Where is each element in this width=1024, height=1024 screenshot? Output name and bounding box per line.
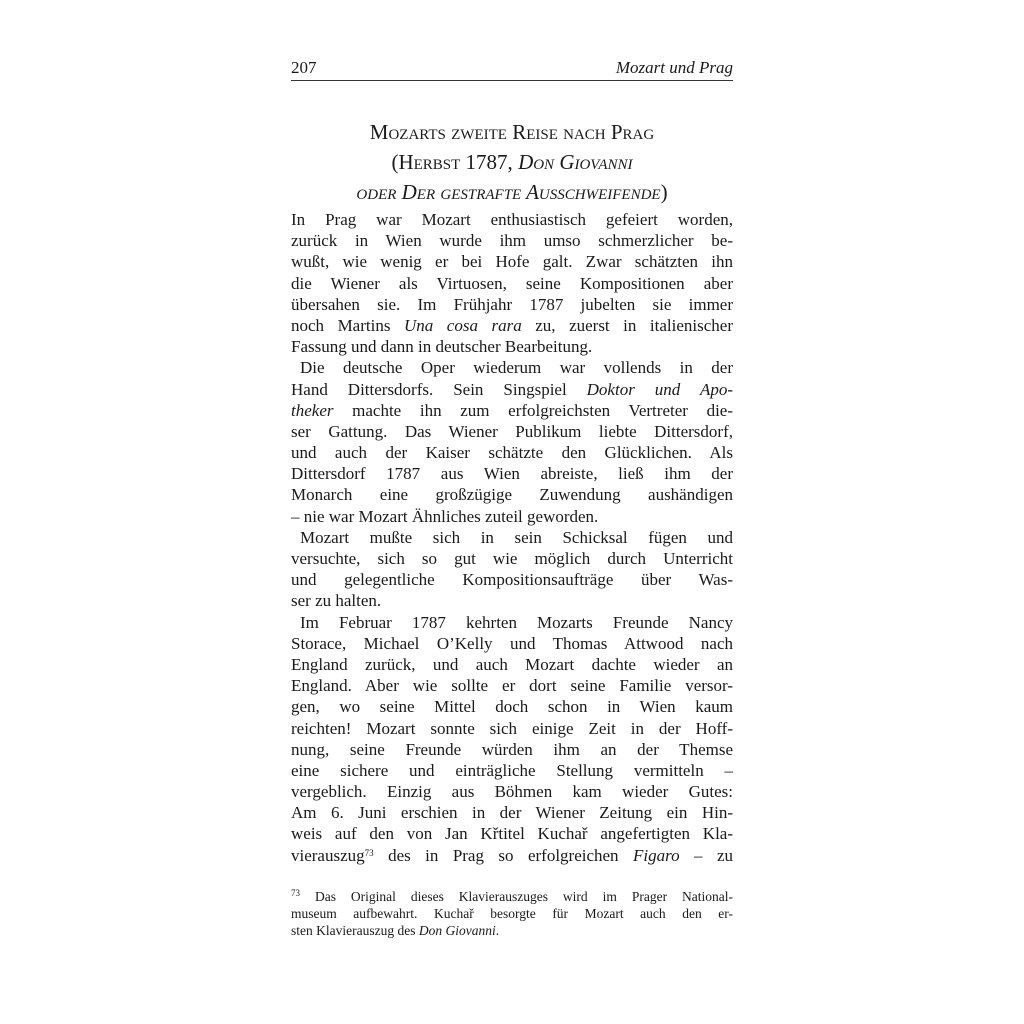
- text-run: Das Original dieses Klavierauszuges wird im Prager National-: [300, 889, 733, 904]
- chapter-title: [291, 117, 733, 207]
- body-text: [291, 209, 733, 866]
- chapter-title-line-2-a: (Herbst 1787,: [391, 150, 519, 174]
- body-line: weis auf den von Jan Křtitel Kuchař angefertigten Kla-: [291, 824, 733, 844]
- chapter-title-line-2-b: Don Giovanni: [518, 150, 633, 174]
- body-line: reichten! Mozart sonnte sich einige Zeit in der Hoff-: [291, 718, 733, 738]
- body-line: ser Gattung. Das Wiener Publikum liebte Dittersdorf,: [291, 421, 733, 441]
- body-line: nung, seine Freunde würden ihm an der Themse: [291, 739, 733, 759]
- chapter-title-line-1: Mozarts zweite Reise nach Prag: [369, 120, 655, 144]
- running-head: Mozart und Prag: [615, 58, 733, 77]
- text-run: zu, zuerst in italienischer: [521, 315, 734, 335]
- text-run: Hand Dittersdorfs. Sein Singspiel: [291, 379, 587, 399]
- body-line: – nie war Mozart Ähnliches zuteil geworden.: [291, 506, 599, 526]
- footnote-marker: 73: [291, 888, 300, 898]
- text-run: – zu: [679, 845, 733, 865]
- text-run: vierauszug: [291, 845, 365, 865]
- footnote: [291, 888, 733, 939]
- body-line: Fassung und dann in deutscher Bearbeitung.: [291, 337, 593, 357]
- body-line: Im Februar 1787 kehrten Mozarts Freunde Nancy: [300, 612, 733, 632]
- body-line: [291, 379, 733, 400]
- body-line: versuchte, sich so gut wie möglich durch Unterricht: [291, 549, 733, 568]
- text-run: noch Martins: [291, 315, 404, 335]
- body-line: und auch der Kaiser schätzte den Glücklichen. Als: [291, 443, 733, 463]
- body-line: Mozart mußte sich in sein Schicksal fügen und: [300, 527, 733, 547]
- body-line: In Prag war Mozart enthusiastisch gefeiert worden,: [291, 210, 733, 229]
- chapter-title-line-3-a: oder Der gestrafte Ausschweifende: [356, 180, 661, 204]
- body-line: übersahen sie. Im Frühjahr 1787 jubelten sie immer: [291, 294, 733, 314]
- body-line: Dittersdorf 1787 aus Wien abreiste, ließ ihm der: [291, 464, 733, 484]
- body-line: eine sichere und einträgliche Stellung vermitteln –: [291, 760, 733, 780]
- work-title-doktor-und-apotheker: theker: [291, 400, 334, 420]
- text-run: sten Klavierauszug des: [291, 923, 419, 938]
- text-run: .: [495, 923, 500, 938]
- body-line: die Wiener als Virtuosen, seine Kompositionen aber: [291, 273, 733, 293]
- work-title-don-giovanni: Don Giovanni: [418, 923, 496, 938]
- body-line: gen, wo seine Mittel doch schon in Wien kaum: [291, 697, 733, 717]
- work-title-figaro: Figaro: [633, 845, 680, 865]
- footnote-line: [291, 922, 733, 939]
- chapter-title-line-3: [291, 177, 733, 207]
- body-line: Storace, Michael O’Kelly und Thomas Attwood nach: [291, 633, 733, 653]
- chapter-title-line-3-b: ): [660, 180, 668, 204]
- body-line: England. Aber wie sollte er dort seine Familie versor-: [291, 676, 733, 696]
- body-line: [291, 400, 733, 421]
- text-run: des in Prag so erfolgreichen: [373, 845, 633, 865]
- work-title-una-cosa-rara: Una cosa rara: [403, 315, 522, 335]
- body-line: zurück in Wien wurde ihm umso schmerzlicher be-: [291, 231, 733, 251]
- page-header: [291, 58, 733, 81]
- chapter-title-line-2: [291, 147, 733, 177]
- work-title-doktor-und-apotheker: Doktor und Apo-: [586, 379, 733, 399]
- footnote-reference[interactable]: 73: [364, 847, 374, 858]
- body-line: ser zu halten.: [291, 591, 382, 611]
- body-line: wußt, wie wenig er bei Hofe galt. Zwar schätzten ihn: [291, 252, 733, 272]
- text-run: machte ihn zum erfolgreichsten Vertreter die-: [333, 400, 733, 420]
- body-line: vergeblich. Einzig aus Böhmen kam wieder Gutes:: [291, 782, 733, 802]
- body-line: und gelegentliche Kompositionsaufträge über Was-: [291, 570, 733, 590]
- body-line: [291, 315, 733, 336]
- body-line: Am 6. Juni erschien in der Wiener Zeitung ein Hin-: [291, 803, 733, 823]
- page-number: 207: [291, 58, 317, 77]
- footnote-line: [291, 888, 733, 905]
- body-line: England zurück, und auch Mozart dachte wieder an: [291, 654, 733, 674]
- body-line: Die deutsche Oper wiederum war vollends in der: [300, 358, 733, 378]
- body-line: Monarch eine großzügige Zuwendung aushändigen: [291, 485, 733, 505]
- footnote-line: museum aufbewahrt. Kuchař besorgte für Mozart auch den er-: [291, 906, 733, 921]
- body-line: [291, 845, 733, 866]
